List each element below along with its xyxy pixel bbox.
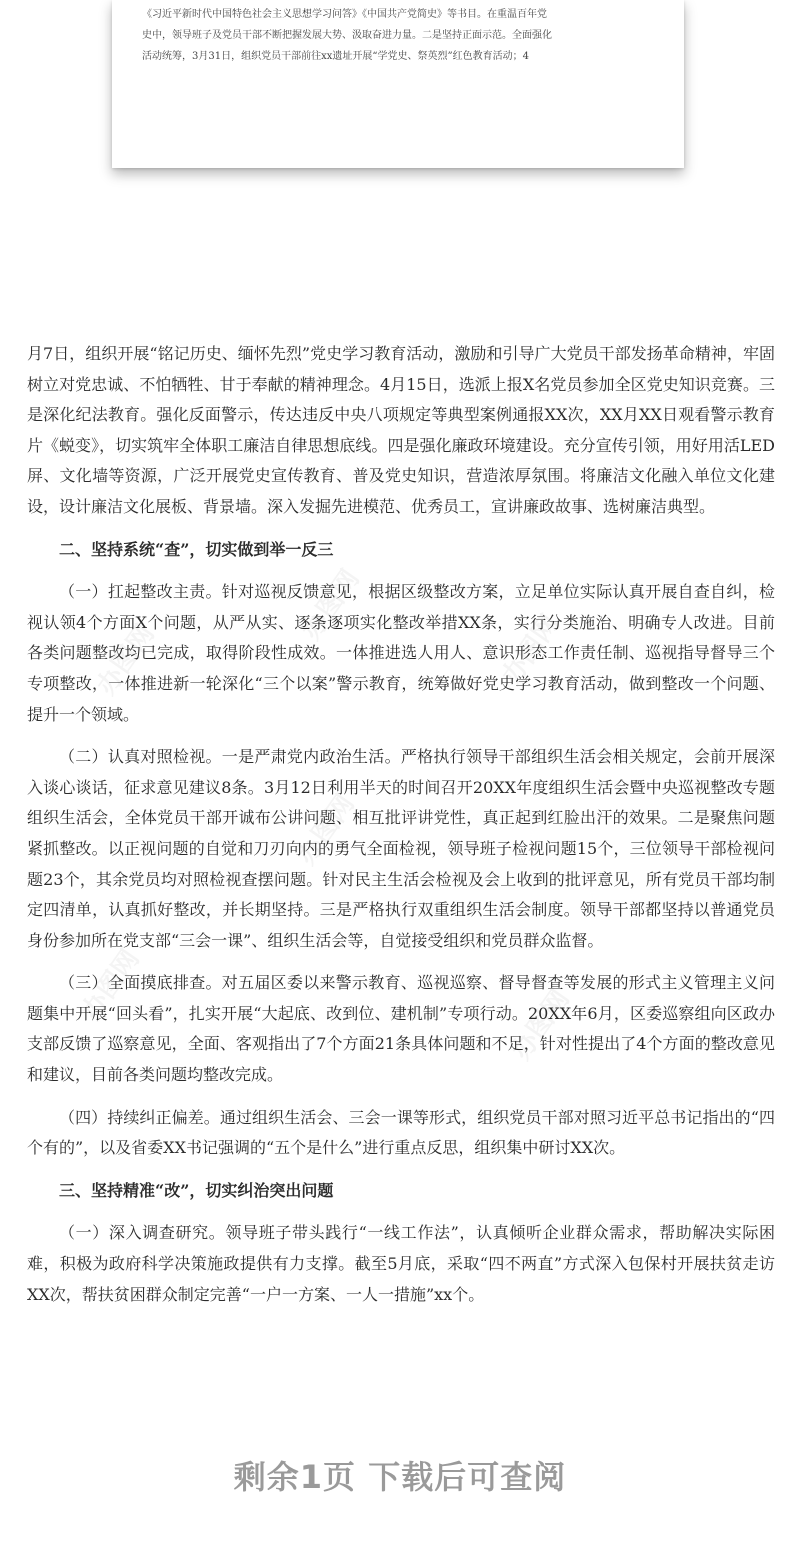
watermark: 办图网	[91, 619, 161, 701]
previous-page-preview	[112, 0, 684, 168]
preview-text	[142, 4, 642, 67]
watermark: 办图网	[496, 609, 566, 691]
watermark: 办图网	[506, 984, 576, 1066]
watermark: 办图网	[296, 564, 366, 646]
preview-line: 《习近平新时代中国特色社会主义思想学习问答》《中国共产党简史》等书目。在重温百年党	[142, 9, 547, 20]
document-body	[27, 339, 775, 1310]
paragraph: 月7日，组织开展“铭记历史、缅怀先烈”党史学习教育活动，激励和引导广大党员干部发扬革命精神，牢固树立对党忠诚、不怕牺牲、甘于奉献的精神理念。4月15日，选派上报X名党员参加全区党史知识竞赛。三是深化纪法教育。强化反面警示，传达违反中央八项规定等典型案例通报XX次，XX月XX日观看警示教育片《蜕变》，切实筑牢全体职工廉洁自律思想底线。四是强化廉政环境建设。充分宣传引领，用好用活LED屏、文化墙等资源，广泛开展党史宣传教育、普及党史知识，营造浓厚氛围。将廉洁文化融入单位文化建设，设计廉洁文化展板、背景墙。深入发掘先进模范、优秀员工，宣讲廉政故事、选树廉洁典型。	[27, 344, 775, 516]
section-heading: 二、坚持系统“查”，切实做到举一反三	[59, 539, 334, 559]
paragraph: （三）全面摸底排查。对五届区委以来警示教育、巡视巡察、督导督查等发展的形式主义管理主义问题集中开展“回头看”，扎实开展“大起底、改到位、建机制”专项行动。20XX年6月，区委巡察组向区政办支部反馈了巡察意见，全面、客观指出了7个方面21条具体问题和不足，针对性提出了4个方面的整改意见和建议，目前各类问题均整改完成。	[27, 973, 775, 1085]
paragraph: （一）扛起整改主责。针对巡视反馈意见，根据区级整改方案，立足单位实际认真开展自查自纠，检视认领4个方面X个问题，从严从实、逐条逐项实化整改举措XX条，实行分类施治、明确专人改进。目前各类问题整改均已完成，取得阶段性成效。一体推进选人用人、意识形态工作责任制、巡视指导督导三个专项整改，一体推进新一轮深化“三个以案”警示教育，统筹做好党史学习教育活动，做到整改一个问题、提升一个领域。	[27, 582, 775, 724]
watermark: 办图网	[291, 789, 361, 871]
download-to-view-button[interactable]: 剩余1页 下载后可查阅	[233, 1458, 567, 1496]
section-heading: 三、坚持精准“改”，切实纠治突出问题	[59, 1180, 334, 1200]
preview-line: 活动统筹，3月31日，组织党员干部前往xx遗址开展“学党史、祭英烈”红色教育活动；4	[142, 51, 529, 62]
preview-line: 史中，领导班子及党员干部不断把握发展大势、汲取奋进力量。二是坚持正面示范。全面强化	[142, 30, 552, 41]
paragraph: （一）深入调查研究。领导班子带头践行“一线工作法”，认真倾听企业群众需求，帮助解决实际困难，积极为政府科学决策施政提供有力支撑。截至5月底，采取“四不两直”方式深入包保村开展扶贫走访XX次，帮扶贫困群众制定完善“一户一方案、一人一措施”xx个。	[27, 1223, 775, 1304]
paragraph: （二）认真对照检视。一是严肃党内政治生活。严格执行领导干部组织生活会相关规定，会前开展深入谈心谈话，征求意见建议8条。3月12日利用半天的时间召开20XX年度组织生活会暨中央巡视整改专题组织生活会，全体党员干部开诚布公讲问题、相互批评讲党性，真正起到红脸出汗的效果。二是聚焦问题紧抓整改。以正视问题的自觉和刀刃向内的勇气全面检视，领导班子检视问题15个，三位领导干部检视问题23个，其余党员均对照检视查摆问题。针对民主生活会检视及会上收到的批评意见，所有党员干部均制定四清单，认真抓好整改，并长期坚持。三是严格执行双重组织生活会制度。领导干部都坚持以普通党员身份参加所在党支部“三会一课”、组织生活会等，自觉接受组织和党员群众监督。	[27, 747, 775, 950]
watermark: 办图网	[76, 944, 146, 1026]
paragraph: （四）持续纠正偏差。通过组织生活会、三会一课等形式，组织党员干部对照习近平总书记指出的“四个有的”，以及省委XX书记强调的“五个是什么”进行重点反思，组织集中研讨XX次。	[27, 1107, 775, 1158]
